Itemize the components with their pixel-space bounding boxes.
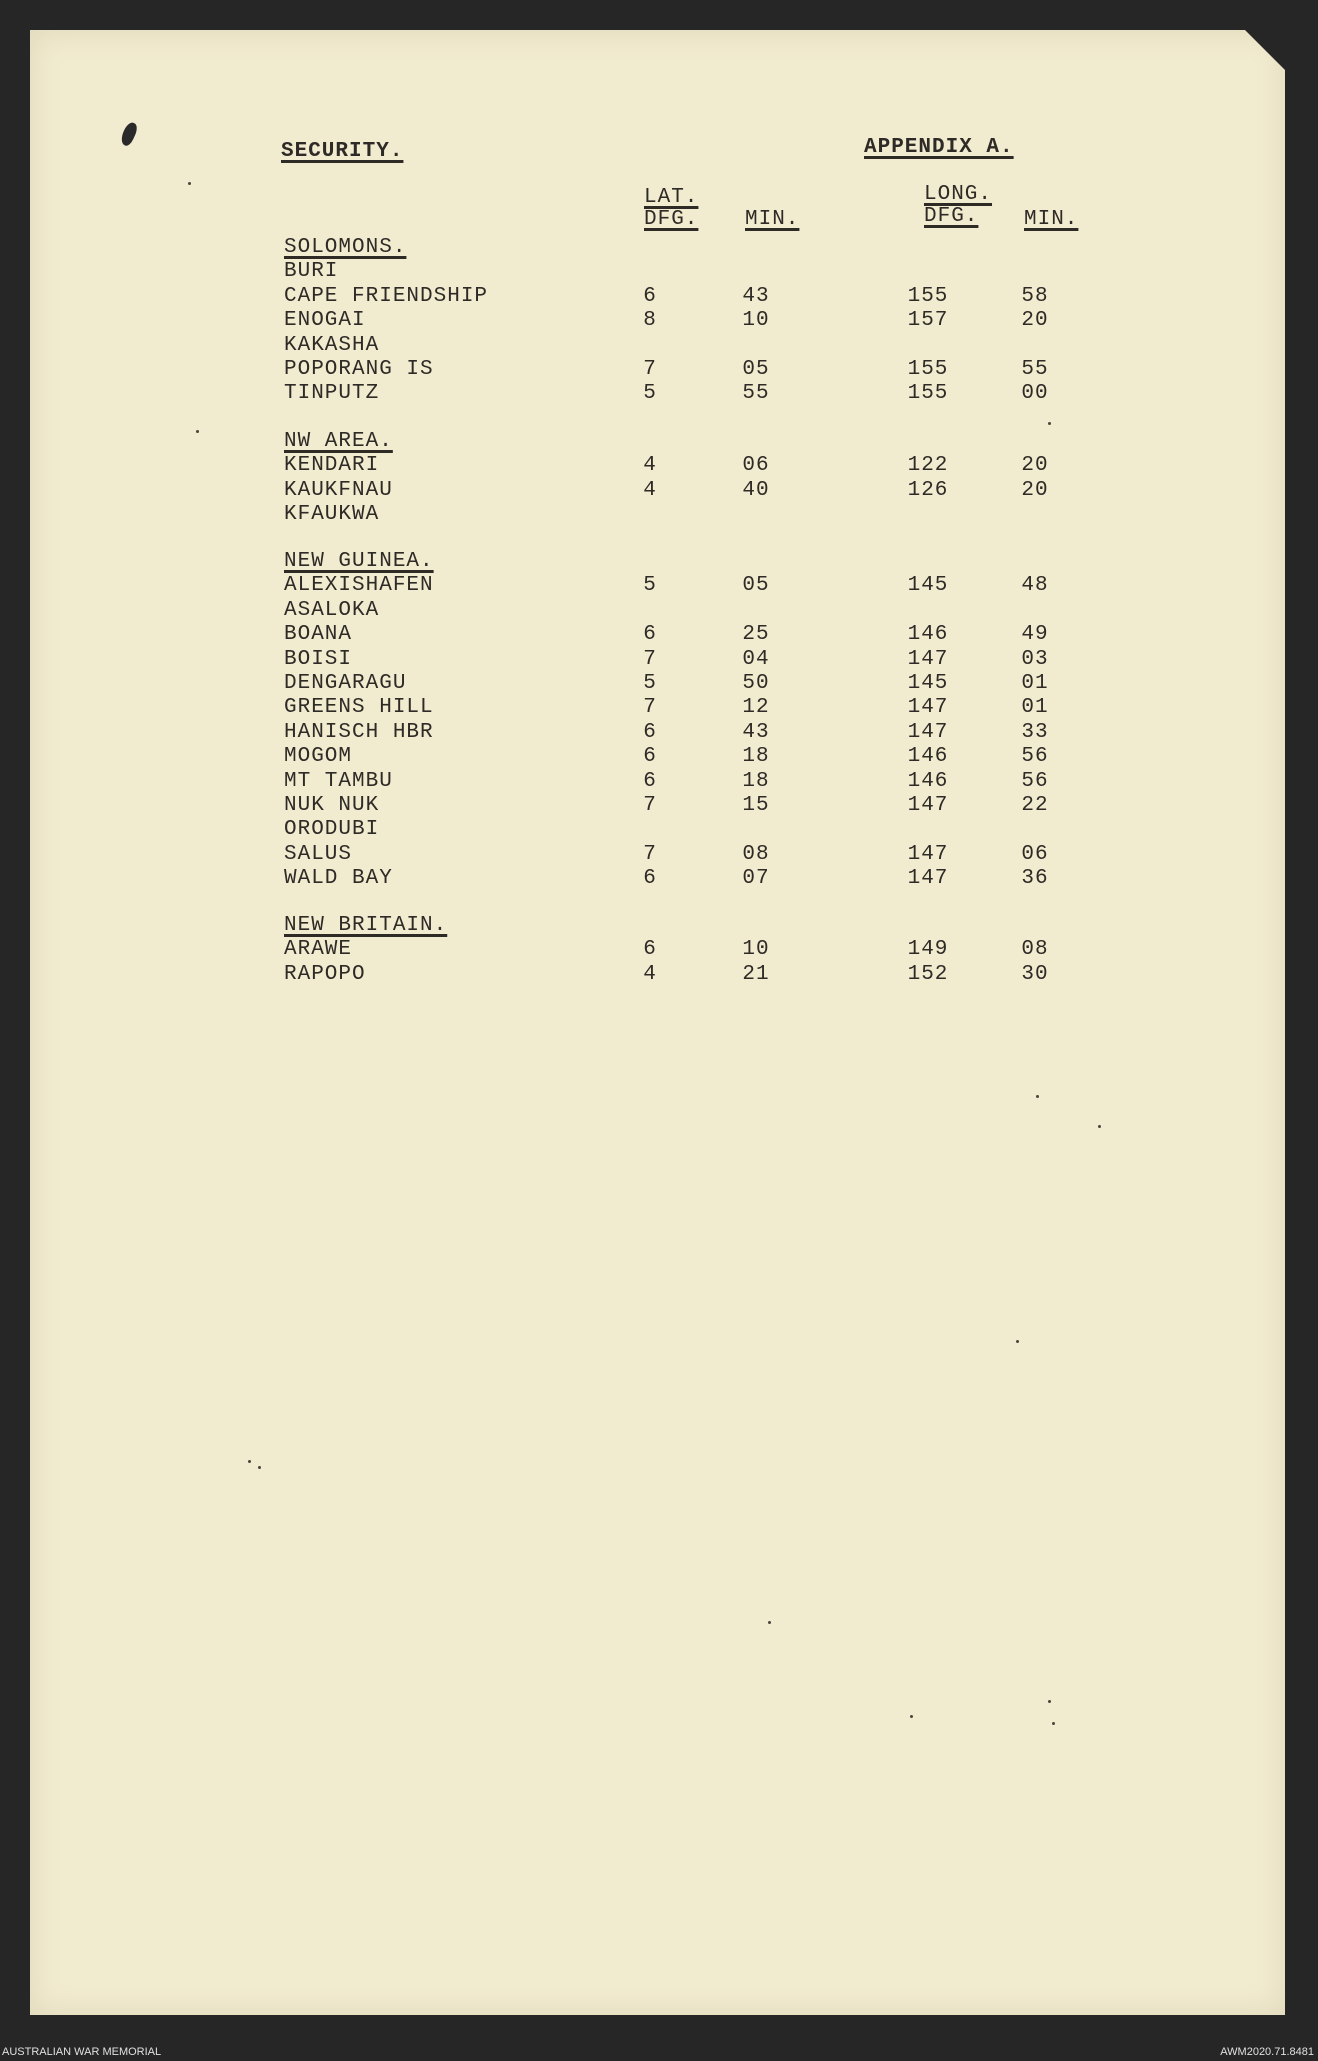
long-degrees: 147: [907, 842, 949, 866]
place-name: GREENS HILL: [284, 696, 434, 720]
long-minutes: 20: [1021, 309, 1049, 333]
lat-degrees: 4: [643, 454, 657, 478]
long-degrees: 147: [907, 867, 949, 891]
long-minutes: 56: [1021, 769, 1049, 793]
lat-minutes: 21: [742, 962, 770, 986]
lat-minutes: 10: [742, 938, 770, 962]
lat-minutes: 12: [742, 696, 770, 720]
place-name: DENGARAGU: [284, 672, 407, 695]
lat-degrees: 6: [643, 720, 657, 744]
long-minutes: 33: [1021, 720, 1049, 744]
long-degrees: 152: [907, 962, 949, 986]
place-name: MOGOM: [284, 745, 353, 769]
footer-credit: AUSTRALIAN WAR MEMORIAL: [2, 2046, 162, 2058]
lat-degrees: 6: [643, 769, 657, 793]
long-degrees: 149: [907, 938, 949, 962]
header-appendix: APPENDIX A.: [864, 136, 1014, 159]
section-title-2: NW AREA.: [284, 430, 393, 453]
long-minutes: 55: [1021, 358, 1049, 381]
long-minutes: 48: [1021, 574, 1049, 598]
long-degrees: 122: [907, 454, 949, 478]
long-minutes: 58: [1021, 284, 1049, 308]
lat-degrees: 7: [643, 696, 657, 720]
place-name: TINPUTZ: [284, 382, 380, 406]
lat-minutes: 25: [742, 623, 770, 647]
place-name: HANISCH HBR: [284, 720, 434, 744]
place-name: POPORANG IS: [284, 358, 434, 381]
long-minutes: 56: [1021, 745, 1049, 769]
place-name: ASALOKA: [284, 598, 380, 622]
place-name: KAUKFNAU: [284, 478, 393, 502]
lat-minutes: 06: [742, 454, 770, 478]
lat-degrees: 7: [643, 794, 657, 817]
long-degrees: 145: [907, 574, 949, 598]
place-name: WALD BAY: [284, 867, 393, 891]
lat-minutes: 08: [742, 842, 770, 866]
place-name: NUK NUK: [284, 794, 380, 817]
place-name: BOISI: [284, 647, 353, 671]
long-degrees: 147: [907, 720, 949, 744]
long-minutes: 36: [1021, 867, 1049, 891]
long-minutes: 06: [1021, 842, 1049, 866]
section-title-3: NEW GUINEA.: [284, 550, 434, 573]
lat-minutes: 05: [742, 358, 770, 381]
lat-minutes: 18: [742, 745, 770, 769]
col-header-long-deg-line2: DFG.: [924, 205, 979, 228]
long-degrees: 147: [907, 794, 949, 817]
lat-degrees: 6: [643, 284, 657, 308]
lat-minutes: 40: [742, 478, 770, 502]
place-name: KAKASHA: [284, 333, 380, 357]
place-name: SALUS: [284, 842, 353, 866]
header-security: SECURITY.: [281, 140, 404, 163]
long-minutes: 20: [1021, 454, 1049, 478]
long-minutes: 00: [1021, 382, 1049, 406]
col-header-lat-min: MIN.: [745, 208, 800, 231]
section-title-4: NEW BRITAIN.: [284, 914, 448, 937]
lat-degrees: 8: [643, 309, 657, 333]
long-degrees: 146: [907, 623, 949, 647]
lat-degrees: 6: [643, 867, 657, 891]
long-minutes: 20: [1021, 478, 1049, 502]
lat-degrees: 6: [643, 745, 657, 769]
long-degrees: 155: [907, 284, 949, 308]
long-degrees: 146: [907, 769, 949, 793]
long-minutes: 22: [1021, 794, 1049, 817]
lat-minutes: 05: [742, 574, 770, 598]
long-minutes: 03: [1021, 647, 1049, 671]
place-name: KENDARI: [284, 454, 380, 478]
long-degrees: 145: [907, 672, 949, 695]
long-minutes: 01: [1021, 672, 1049, 695]
lat-degrees: 4: [643, 478, 657, 502]
lat-degrees: 7: [643, 358, 657, 381]
footer-reference: AWM2020.71.8481: [1220, 2046, 1314, 2058]
lat-minutes: 43: [742, 284, 770, 308]
long-degrees: 157: [907, 309, 949, 333]
place-name: KFAUKWA: [284, 503, 380, 527]
lat-minutes: 43: [742, 720, 770, 744]
long-degrees: 126: [907, 478, 949, 502]
lat-degrees: 7: [643, 842, 657, 866]
lat-minutes: 07: [742, 867, 770, 891]
lat-minutes: 10: [742, 309, 770, 333]
col-header-lat-deg-line2: DFG.: [644, 208, 699, 231]
long-degrees: 155: [907, 358, 949, 381]
long-minutes: 08: [1021, 938, 1049, 962]
lat-degrees: 4: [643, 962, 657, 986]
lat-degrees: 7: [643, 647, 657, 671]
lat-minutes: 55: [742, 382, 770, 406]
long-minutes: 49: [1021, 623, 1049, 647]
place-name: ORODUBI: [284, 818, 380, 842]
place-name: BOANA: [284, 623, 353, 647]
col-header-lat-deg-line1: LAT.: [644, 186, 699, 209]
long-degrees: 147: [907, 696, 949, 720]
long-degrees: 155: [907, 382, 949, 406]
place-name: RAPOPO: [284, 962, 366, 986]
lat-degrees: 6: [643, 938, 657, 962]
place-name: BURI: [284, 260, 339, 284]
lat-minutes: 04: [742, 647, 770, 671]
place-name: ARAWE: [284, 938, 353, 962]
place-name: ALEXISHAFEN: [284, 574, 434, 598]
col-header-long-min: MIN.: [1024, 208, 1079, 231]
place-name: MT TAMBU: [284, 769, 393, 793]
section-title-1: SOLOMONS.: [284, 236, 407, 259]
long-minutes: 01: [1021, 696, 1049, 720]
col-header-long-deg-line1: LONG.: [924, 183, 993, 206]
lat-minutes: 18: [742, 769, 770, 793]
place-name: ENOGAI: [284, 309, 366, 333]
long-degrees: 147: [907, 647, 949, 671]
folded-corner: [1245, 30, 1285, 70]
long-minutes: 30: [1021, 962, 1049, 986]
place-name: CAPE FRIENDSHIP: [284, 284, 489, 308]
lat-degrees: 6: [643, 623, 657, 647]
lat-degrees: 5: [643, 382, 657, 406]
lat-minutes: 15: [742, 794, 770, 817]
lat-degrees: 5: [643, 672, 657, 695]
long-degrees: 146: [907, 745, 949, 769]
lat-degrees: 5: [643, 574, 657, 598]
lat-minutes: 50: [742, 672, 770, 695]
